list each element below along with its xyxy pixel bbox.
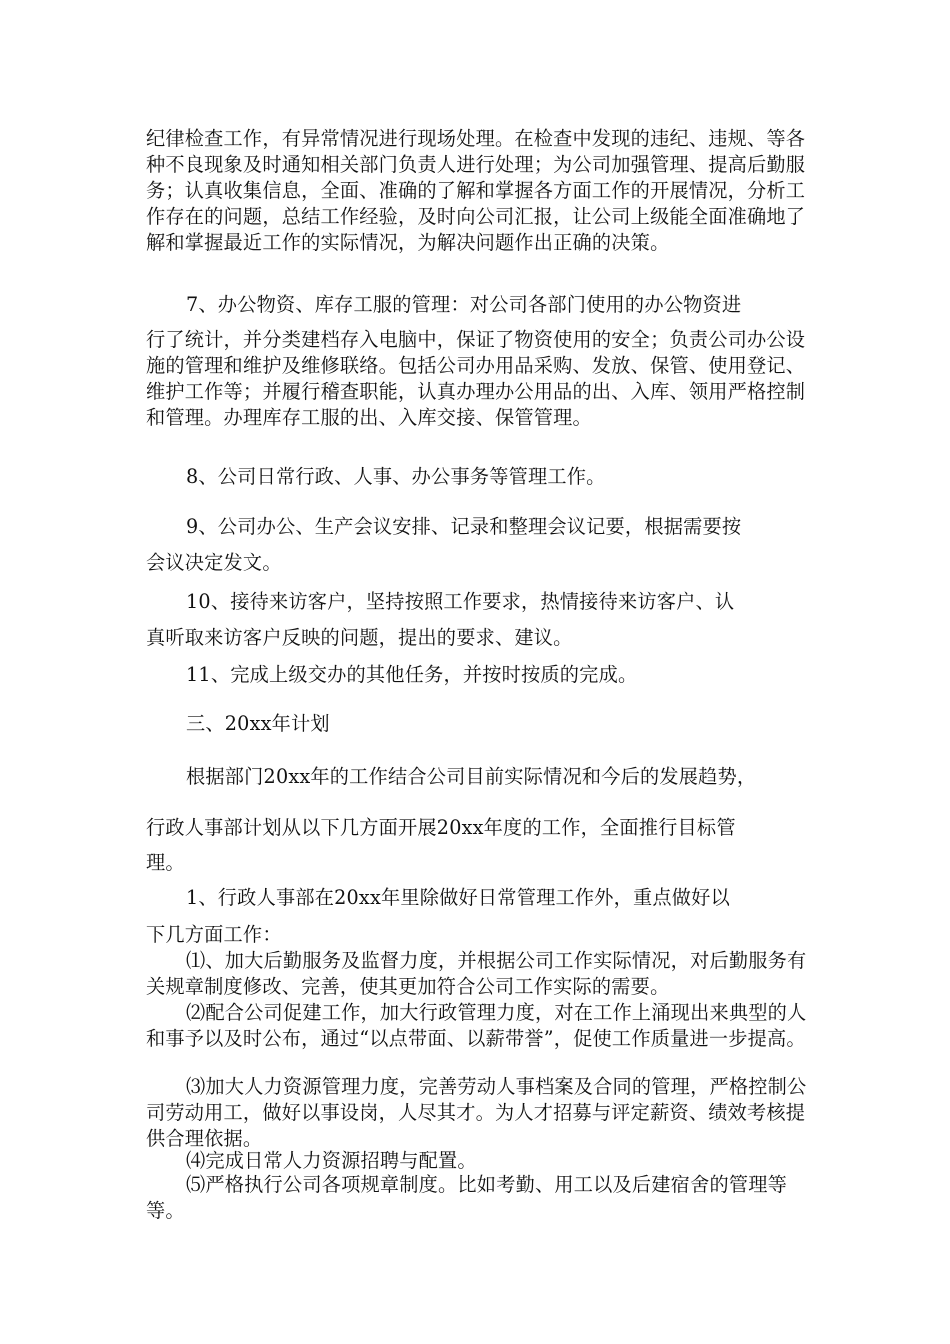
paragraph-plan-item-1-rest: 下几方面工作：	[146, 923, 282, 946]
paragraph-item-7-rest: 行了统计，并分类建档存入电脑中，保证了物资使用的安全；负责公司办公设施的管理和维护及维修联络。包括公司办用品采购、发放、保管、使用登记、维护工作等；并履行稽查职能，认真办理办公用品的出、入库、领用严格控制和管理。办理库存工服的出、入库交接、保管管理。	[146, 328, 806, 429]
paragraph-subitem-3: ⑶加大人力资源管理力度，完善劳动人事档案及合同的管理，严格控制公司劳动用工，做好以事设岗，人尽其才。为人才招募与评定薪资、绩效考核提供合理依据。	[146, 1075, 807, 1150]
paragraph-item-9-first-line: 9、公司办公、生产会议安排、记录和整理会议记要，根据需要按	[186, 515, 742, 538]
paragraph-item-10-first-line: 10、接待来访客户，坚持按照工作要求，热情接待来访客户、认	[186, 590, 735, 613]
paragraph-subitem-5: ⑸严格执行公司各项规章制度。比如考勤、用工以及后建宿舍的管理等等。	[146, 1173, 788, 1222]
paragraph-plan-intro-line-1: 根据部门20xx年的工作结合公司目前实际情况和今后的发展趋势，	[186, 765, 757, 788]
paragraph-item-7-first-line: 7、办公物资、库存工服的管理：对公司各部门使用的办公物资进	[186, 293, 742, 316]
paragraph-plan-intro-line-3: 理。	[146, 851, 185, 874]
paragraph-item-11: 11、完成上级交办的其他任务，并按时按质的完成。	[186, 663, 638, 686]
paragraph-item-9-rest: 会议决定发文。	[146, 551, 282, 574]
paragraph-subitem-1: ⑴、加大后勤服务及监督力度，并根据公司工作实际情况，对后勤服务有关规章制度修改、完善，使其更加符合公司工作实际的需要。	[146, 949, 807, 998]
paragraph-item-8: 8、公司日常行政、人事、办公事务等管理工作。	[186, 465, 606, 488]
paragraph-plan-intro-line-2: 行政人事部计划从以下几方面开展20xx年度的工作，全面推行目标管	[146, 816, 736, 839]
paragraph-subitem-4: ⑷完成日常人力资源招聘与配置。	[186, 1149, 477, 1172]
paragraph-discipline-inspection: 纪律检查工作，有异常情况进行现场处理。在检查中发现的违纪、违规、等各种不良现象及时通知相关部门负责人进行处理；为公司加强管理、提高后勤服务；认真收集信息，全面、准确的了解和掌握各方面工作的开展情况，分析工作存在的问题，总结工作经验，及时向公司汇报，让公司上级能全面准确地了解和掌握最近工作的实际情况，为解决问题作出正确的决策。	[146, 127, 806, 254]
paragraph-item-10-rest: 真听取来访客户反映的问题，提出的要求、建议。	[146, 626, 573, 649]
section-heading-plan: 三、20xx年计划	[186, 712, 330, 735]
paragraph-subitem-2: ⑵配合公司促建工作，加大行政管理力度，对在工作上涌现出来典型的人和事予以及时公布，通过“以点带面、以薪带誉”，促使工作质量进一步提高。	[146, 1001, 807, 1050]
paragraph-plan-item-1-first-line: 1、行政人事部在20xx年里除做好日常管理工作外，重点做好以	[186, 886, 730, 909]
